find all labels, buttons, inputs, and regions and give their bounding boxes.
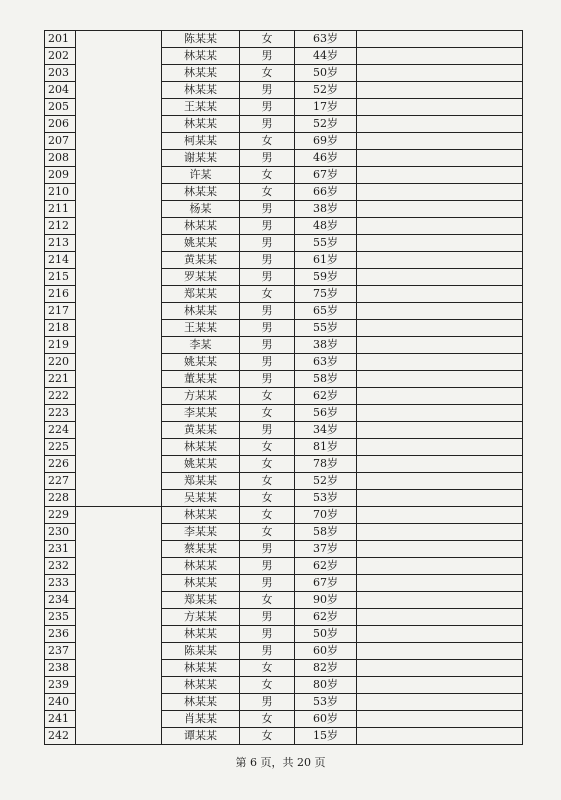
roster-table-body [45,31,523,745]
blank-cell [357,320,523,337]
gender-cell: 男 [240,626,295,643]
row-number: 232 [45,558,76,575]
gender-cell: 男 [240,337,295,354]
row-number: 211 [45,201,76,218]
blank-cell [357,371,523,388]
name-cell: 柯某某 [162,133,240,150]
name-cell: 肖某某 [162,711,240,728]
name-cell: 林某某 [162,303,240,320]
row-number: 202 [45,48,76,65]
blank-cell [357,507,523,524]
gender-cell: 女 [240,133,295,150]
blank-cell [357,728,523,745]
row-number: 208 [45,150,76,167]
name-cell: 林某某 [162,694,240,711]
age-cell: 61岁 [295,252,357,269]
row-number: 222 [45,388,76,405]
blank-cell [357,303,523,320]
age-cell: 69岁 [295,133,357,150]
name-cell: 李某 [162,337,240,354]
blank-cell [357,575,523,592]
age-cell: 53岁 [295,694,357,711]
name-cell: 黄某某 [162,422,240,439]
gender-cell: 男 [240,218,295,235]
blank-cell [357,184,523,201]
gender-cell: 男 [240,82,295,99]
name-cell: 谢某某 [162,150,240,167]
row-number: 219 [45,337,76,354]
name-cell: 王某某 [162,99,240,116]
row-number: 233 [45,575,76,592]
age-cell: 53岁 [295,490,357,507]
name-cell: 方某某 [162,609,240,626]
gender-cell: 男 [240,558,295,575]
gender-cell: 女 [240,660,295,677]
name-cell: 姚某某 [162,456,240,473]
age-cell: 38岁 [295,201,357,218]
gender-cell: 女 [240,507,295,524]
gender-cell: 男 [240,48,295,65]
age-cell: 90岁 [295,592,357,609]
row-number: 201 [45,31,76,48]
blank-cell [357,643,523,660]
age-cell: 82岁 [295,660,357,677]
row-number: 231 [45,541,76,558]
blank-cell [357,541,523,558]
name-cell: 陈某某 [162,643,240,660]
gender-cell: 男 [240,422,295,439]
blank-cell [357,473,523,490]
blank-cell [357,388,523,405]
row-number: 213 [45,235,76,252]
blank-cell [357,354,523,371]
age-cell: 81岁 [295,439,357,456]
age-cell: 67岁 [295,575,357,592]
name-cell: 林某某 [162,677,240,694]
name-cell: 董某某 [162,371,240,388]
blank-cell [357,167,523,184]
name-cell: 李某某 [162,405,240,422]
row-number: 205 [45,99,76,116]
age-cell: 44岁 [295,48,357,65]
blank-cell [357,337,523,354]
gender-cell: 男 [240,269,295,286]
gender-cell: 女 [240,524,295,541]
group-cell [76,507,162,745]
gender-cell: 男 [240,643,295,660]
blank-cell [357,626,523,643]
name-cell: 杨某 [162,201,240,218]
gender-cell: 男 [240,541,295,558]
blank-cell [357,711,523,728]
gender-cell: 女 [240,677,295,694]
age-cell: 78岁 [295,456,357,473]
age-cell: 60岁 [295,643,357,660]
age-cell: 52岁 [295,82,357,99]
row-number: 209 [45,167,76,184]
gender-cell: 女 [240,167,295,184]
name-cell: 黄某某 [162,252,240,269]
gender-cell: 男 [240,354,295,371]
blank-cell [357,524,523,541]
gender-cell: 男 [240,99,295,116]
name-cell: 陈某某 [162,31,240,48]
blank-cell [357,252,523,269]
name-cell: 罗某某 [162,269,240,286]
age-cell: 62岁 [295,609,357,626]
gender-cell: 女 [240,184,295,201]
blank-cell [357,218,523,235]
row-number: 240 [45,694,76,711]
name-cell: 林某某 [162,439,240,456]
row-number: 241 [45,711,76,728]
blank-cell [357,82,523,99]
gender-cell: 女 [240,31,295,48]
blank-cell [357,116,523,133]
age-cell: 46岁 [295,150,357,167]
name-cell: 郑某某 [162,473,240,490]
blank-cell [357,150,523,167]
blank-cell [357,65,523,82]
row-number: 227 [45,473,76,490]
blank-cell [357,592,523,609]
gender-cell: 男 [240,252,295,269]
blank-cell [357,48,523,65]
blank-cell [357,660,523,677]
age-cell: 17岁 [295,99,357,116]
gender-cell: 女 [240,65,295,82]
gender-cell: 女 [240,473,295,490]
age-cell: 50岁 [295,65,357,82]
gender-cell: 女 [240,388,295,405]
age-cell: 60岁 [295,711,357,728]
gender-cell: 女 [240,439,295,456]
blank-cell [357,439,523,456]
row-number: 207 [45,133,76,150]
age-cell: 62岁 [295,558,357,575]
row-number: 237 [45,643,76,660]
gender-cell: 男 [240,116,295,133]
age-cell: 80岁 [295,677,357,694]
age-cell: 50岁 [295,626,357,643]
age-cell: 48岁 [295,218,357,235]
name-cell: 林某某 [162,48,240,65]
name-cell: 姚某某 [162,354,240,371]
blank-cell [357,235,523,252]
name-cell: 林某某 [162,116,240,133]
row-number: 225 [45,439,76,456]
age-cell: 58岁 [295,371,357,388]
name-cell: 林某某 [162,660,240,677]
age-cell: 58岁 [295,524,357,541]
blank-cell [357,269,523,286]
gender-cell: 男 [240,609,295,626]
row-number: 235 [45,609,76,626]
age-cell: 59岁 [295,269,357,286]
row-number: 226 [45,456,76,473]
age-cell: 62岁 [295,388,357,405]
row-number: 230 [45,524,76,541]
name-cell: 林某某 [162,575,240,592]
name-cell: 林某某 [162,507,240,524]
row-number: 214 [45,252,76,269]
group-cell [76,31,162,507]
row-number: 215 [45,269,76,286]
table-row [45,31,523,48]
age-cell: 55岁 [295,320,357,337]
name-cell: 郑某某 [162,592,240,609]
blank-cell [357,677,523,694]
gender-cell: 女 [240,711,295,728]
blank-cell [357,133,523,150]
row-number: 242 [45,728,76,745]
blank-cell [357,201,523,218]
row-number: 216 [45,286,76,303]
row-number: 220 [45,354,76,371]
row-number: 223 [45,405,76,422]
blank-cell [357,558,523,575]
age-cell: 70岁 [295,507,357,524]
age-cell: 63岁 [295,354,357,371]
name-cell: 林某某 [162,82,240,99]
age-cell: 55岁 [295,235,357,252]
gender-cell: 男 [240,235,295,252]
age-cell: 15岁 [295,728,357,745]
page-number: 第 6 页，共 20 页 [235,756,326,769]
roster-table [44,30,523,745]
blank-cell [357,456,523,473]
gender-cell: 女 [240,286,295,303]
age-cell: 52岁 [295,116,357,133]
gender-cell: 男 [240,320,295,337]
name-cell: 吴某某 [162,490,240,507]
gender-cell: 男 [240,150,295,167]
row-number: 239 [45,677,76,694]
age-cell: 37岁 [295,541,357,558]
name-cell: 蔡某某 [162,541,240,558]
row-number: 218 [45,320,76,337]
name-cell: 林某某 [162,184,240,201]
gender-cell: 女 [240,456,295,473]
row-number: 236 [45,626,76,643]
name-cell: 姚某某 [162,235,240,252]
name-cell: 林某某 [162,626,240,643]
row-number: 206 [45,116,76,133]
table-row [45,507,523,524]
age-cell: 66岁 [295,184,357,201]
blank-cell [357,286,523,303]
name-cell: 林某某 [162,558,240,575]
name-cell: 林某某 [162,65,240,82]
name-cell: 王某某 [162,320,240,337]
gender-cell: 男 [240,201,295,218]
blank-cell [357,405,523,422]
gender-cell: 女 [240,728,295,745]
row-number: 212 [45,218,76,235]
age-cell: 38岁 [295,337,357,354]
row-number: 238 [45,660,76,677]
blank-cell [357,99,523,116]
blank-cell [357,490,523,507]
blank-cell [357,609,523,626]
gender-cell: 女 [240,490,295,507]
age-cell: 67岁 [295,167,357,184]
age-cell: 52岁 [295,473,357,490]
row-number: 234 [45,592,76,609]
age-cell: 63岁 [295,31,357,48]
row-number: 229 [45,507,76,524]
row-number: 210 [45,184,76,201]
row-number: 203 [45,65,76,82]
age-cell: 34岁 [295,422,357,439]
row-number: 221 [45,371,76,388]
name-cell: 许某 [162,167,240,184]
gender-cell: 男 [240,371,295,388]
age-cell: 56岁 [295,405,357,422]
gender-cell: 女 [240,592,295,609]
gender-cell: 男 [240,694,295,711]
row-number: 204 [45,82,76,99]
row-number: 228 [45,490,76,507]
gender-cell: 男 [240,303,295,320]
age-cell: 75岁 [295,286,357,303]
name-cell: 谭某某 [162,728,240,745]
gender-cell: 男 [240,575,295,592]
name-cell: 林某某 [162,218,240,235]
blank-cell [357,31,523,48]
name-cell: 方某某 [162,388,240,405]
gender-cell: 女 [240,405,295,422]
row-number: 224 [45,422,76,439]
name-cell: 李某某 [162,524,240,541]
blank-cell [357,422,523,439]
row-number: 217 [45,303,76,320]
name-cell: 郑某某 [162,286,240,303]
age-cell: 65岁 [295,303,357,320]
blank-cell [357,694,523,711]
